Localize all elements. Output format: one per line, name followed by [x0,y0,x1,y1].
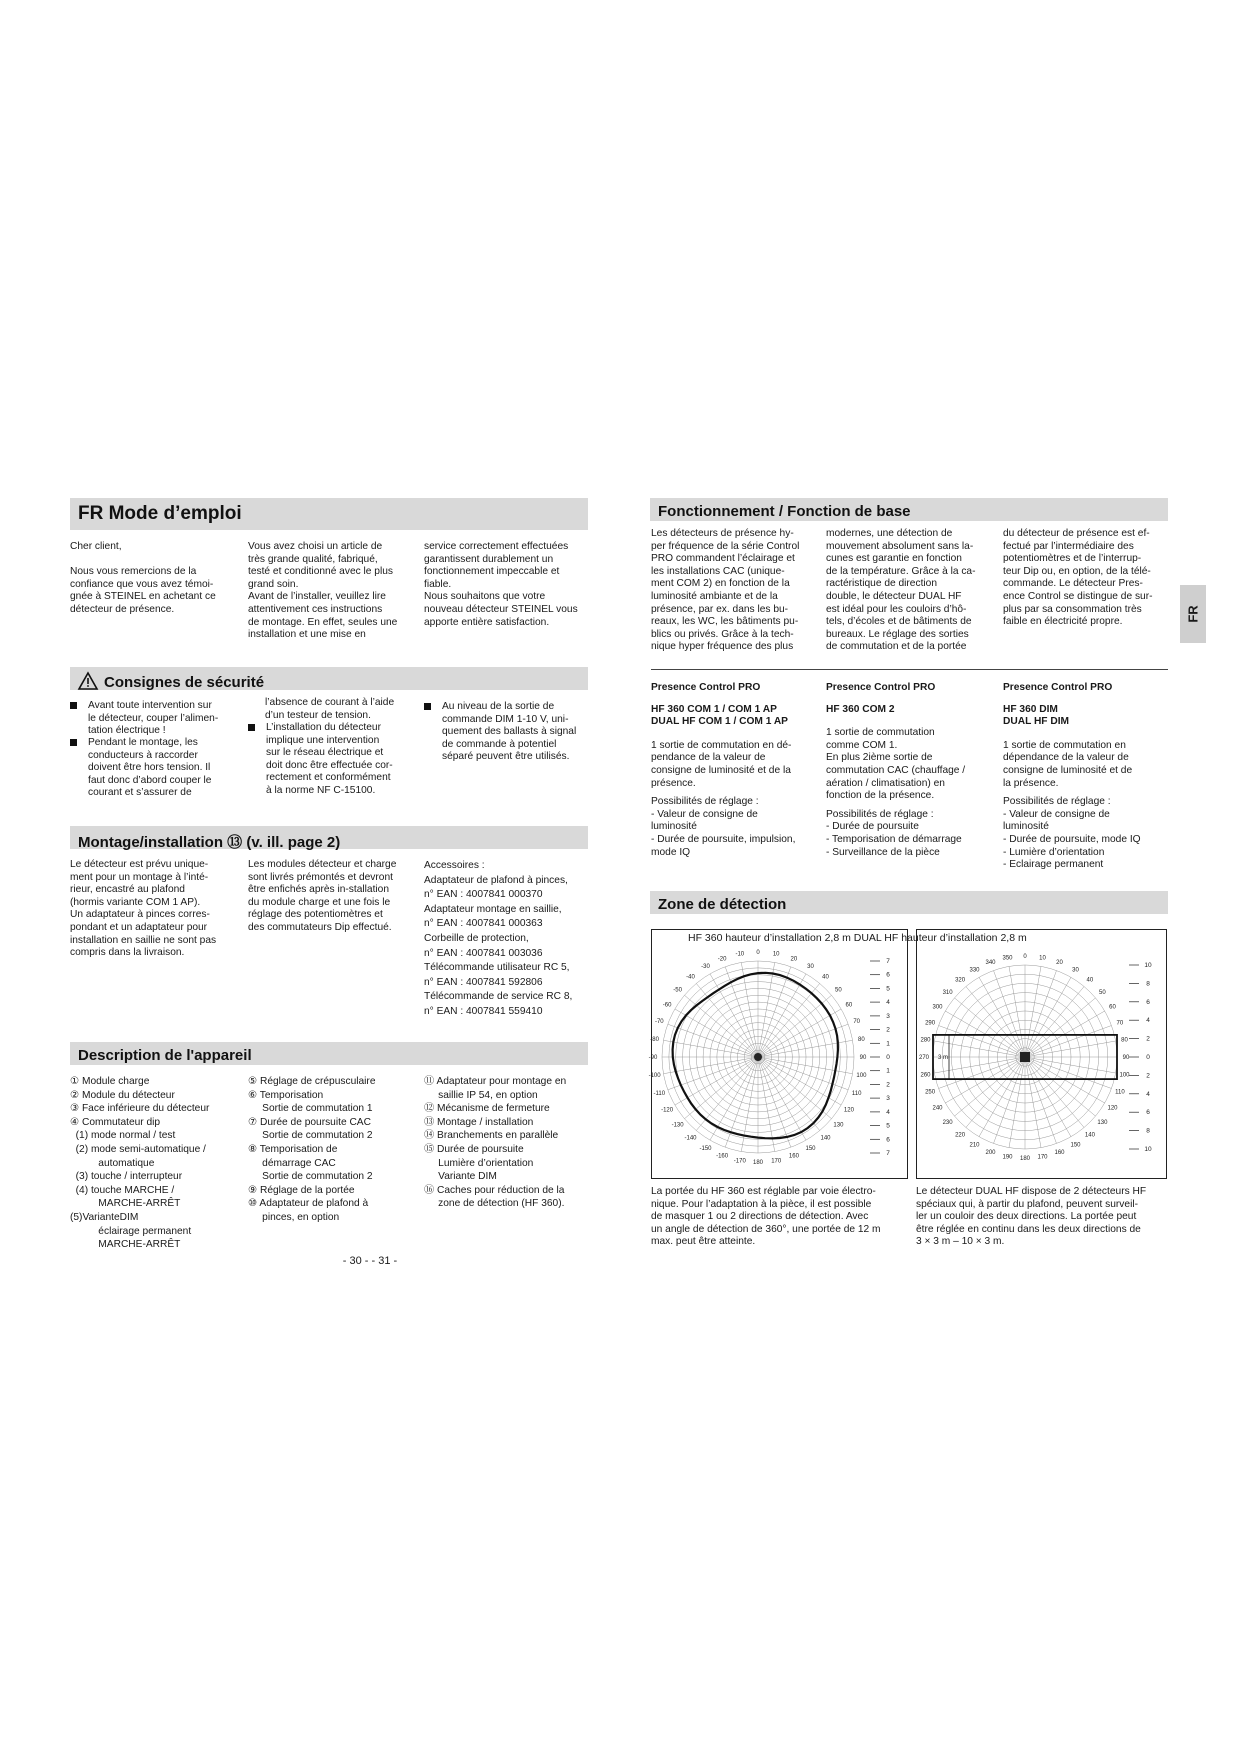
angle-tick-label: -170 [733,1158,746,1165]
angle-tick-label: -160 [716,1153,729,1160]
fonction-col2: modernes, une détection de mouvement absolument sans la- cunes est garantie en fonction de la température. Grâce à la ca- ractéristique de direction double, le détecteur DUAL HF est idéal pour les couloirs d’hô- tels, d’écoles et de bâtiments de bureaux. Le réglage des sorties de commutation et de la portée [826,528,976,653]
fonction-col1: Les détecteurs de présence hy- per fréquence de la série Control PRO commandent l’éclairage et les installations CAC (unique- ment COM 2) en fonction de la luminosité ambiante et de la présence, par ex. dans les bu- reaux, les WC, les bâtiments pu- blics ou privés. Grâce à la tech- nique hyper fréquence des plus [651,528,800,653]
angle-tick-label: 160 [1054,1149,1065,1156]
angle-tick-label: 90 [859,1055,867,1061]
angle-tick-label: 120 [843,1107,854,1114]
montage-col1: Le détecteur est prévu unique- ment pour un montage à l’inté- rieur, encastré au plafond (hormis variante COM 1 AP). Un adaptateur à pinces corres- pondant et un adaptateur pour installation en saillie ne sont pas compris dans la livraison. [70,859,217,959]
warning-icon [78,672,98,690]
angle-tick-label: 150 [805,1145,816,1152]
angle-tick-label: 320 [955,977,966,984]
radial-scale-label: 2 [886,1081,890,1089]
radial-scale-label: 10 [1144,1146,1152,1153]
product-settings: Possibilités de réglage : - Valeur de consigne de luminosité - Durée de poursuite, mode IQ - Lumière d’orientation - Eclairage permanent [1003,796,1141,871]
radial-scale-label: 10 [1144,962,1152,969]
angle-tick-label: -90 [648,1055,658,1061]
zone-caption-1: La portée du HF 360 est réglable par voie électro- nique. Pour l’adaptation à la pièce, il est possible de masquer 1 ou 2 directions de détection. Avec un angle de détection de 360°, une portée de 12 m max. peut être atteinte. [651,1186,881,1248]
radial-scale-label: 0 [886,1054,890,1061]
description-col3: ⑪ Adaptateur pour montage en saillie IP 54, en option ⑫ Mécanisme de fermeture ⑬ Montage / installation ⑭ Branchements en parallèle ⑮ Durée de poursuite Lumière d’orientation Variante DIM ⑯ Caches pour réduction de la zone de détection (HF 360). [424,1076,567,1210]
zone-caption-2: Le détecteur DUAL HF dispose de 2 détecteurs HF spéciaux qui, à partir du plafond, peuvent surveil- ler un couloir des deux directions. La portée peut être réglée en continu dans les deux directions de 3 × 3 m – 10 × 3 m. [916,1186,1147,1248]
angle-tick-label: -70 [654,1019,664,1026]
angle-tick-label: 240 [932,1105,943,1112]
safety-col2-top: l’absence de courant à l’aide d’un testeur de tension. [265,697,395,721]
radial-scale-label: 2 [1146,1072,1150,1080]
angle-tick-label: 20 [1056,960,1063,967]
angle-tick-label: 100 [1119,1072,1130,1079]
angle-tick-label: 110 [851,1090,862,1097]
section-header-montage: Montage/installation ⑬ (v. ill. page 2) [70,826,588,849]
radial-scale-label: 4 [1146,1017,1150,1025]
radial-scale-label: 6 [886,1136,890,1144]
radial-scale-label: 0 [1146,1054,1150,1061]
angle-tick-label: 230 [942,1119,953,1126]
angle-tick-label: 100 [856,1073,867,1080]
angle-tick-label: 210 [969,1142,980,1149]
product-brand: Presence Control PRO [826,682,936,693]
fonction-col3: du détecteur de présence est ef- fectué par l’intermédiaire des potentiomètres et de l’interrup- teur Dip ou, en option, de la télé- commande. Le détecteur Pres- ence Control se distingue de sur- plus par sa consommation très faible en électricité propre. [1003,528,1153,628]
description-col2: ⑤ Réglage de crépusculaire ⑥ Temporisation Sortie de commutation 1 ⑦ Durée de poursuite CAC Sortie de commutation 2 ⑧ Temporisation de démarrage CAC Sortie de commutation 2 ⑨ Réglage de la portée ⑩ Adaptateur de plafond à pinces, en option [248,1076,376,1223]
angle-tick-label: 340 [985,960,996,967]
safety-title: Consignes de sécurité [104,674,265,691]
angle-tick-label: 60 [1109,1004,1116,1011]
angle-tick-label: 80 [858,1036,865,1043]
section-header-zone: Zone de détection [650,891,1168,914]
product-model: HF 360 COM 1 / COM 1 AP DUAL HF COM 1 / COM 1 AP [651,703,788,728]
radial-scale-label: 4 [886,1108,890,1116]
angle-tick-label: 190 [1002,1154,1013,1161]
angle-tick-label: 150 [1070,1142,1081,1149]
angle-tick-label: 130 [1097,1119,1108,1126]
radial-scale-label: 6 [1146,998,1150,1006]
radial-scale-label: 6 [886,971,890,979]
radial-scale-label: 7 [886,958,890,965]
sensor-center [1020,1052,1030,1062]
radial-scale-label: 2 [1146,1035,1150,1043]
angle-tick-label: -10 [735,951,745,958]
angle-tick-label: 0 [1023,954,1027,960]
radial-scale-label: 3 [886,1012,890,1020]
page-numbers: - 30 - - 31 - [342,1255,398,1267]
product-settings: Possibilités de réglage : - Durée de poursuite - Temporisation de démarrage - Surveillance de la pièce [826,808,962,858]
radial-scale-label: 4 [1146,1090,1150,1098]
angle-tick-label: 130 [833,1122,844,1129]
radial-scale-label: 8 [1146,980,1150,988]
section-header-fonction: Fonctionnement / Fonction de base [650,498,1168,521]
angle-tick-label: 250 [925,1089,936,1096]
angle-tick-label: 120 [1107,1105,1118,1112]
product-desc: 1 sortie de commutation en dépendance de la valeur de consigne de luminosité et de la présence. [1003,739,1133,789]
angle-tick-label: 50 [835,987,842,994]
product-desc: 1 sortie de commutation en dé- pendance de la valeur de consigne de luminosité et de la présence. [651,739,792,789]
angle-tick-label: 60 [845,1002,853,1009]
montage-col3: Accessoires : Adaptateur de plafond à pinces, n° EAN : 4007841 000370 Adaptateur montage en saillie, n° EAN : 4007841 000363 Corbeille de protection, n° EAN : 4007841 003036 Télécommande utilisateur RC 5, n° EAN : 4007841 592806 Télécommande de service RC 8, n° EAN : 4007841 559410 [424,860,573,1017]
section-header-mode-emploi: FR Mode d’emploi [70,498,588,530]
product-desc: 1 sortie de commutation comme COM 1. En plus 2ième sortie de commutation CAC (chauffage / aération / climatisation) en fonction de la présence. [826,727,966,802]
description-col1: ① Module charge ② Module du détecteur ③ Face inférieure du détecteur ④ Commutateur dip (1) mode normal / test (2) mode semi-automatique / automatique (3) touche / interrupteur (4) touche MARCHE / MARCHE-ARRÊT (5)VarianteDIM éclairage permanent MARCHE-ARRÊT [70,1076,210,1251]
angle-tick-label: -150 [699,1145,712,1152]
angle-tick-label: 40 [822,974,829,981]
angle-tick-label: 0 [756,950,760,956]
angle-tick-label: 70 [853,1019,861,1026]
angle-tick-label: 170 [771,1158,782,1165]
radial-scale-label: 1 [886,1040,890,1048]
angle-tick-label: 140 [820,1135,831,1142]
angle-tick-label: 180 [752,1160,764,1166]
product-brand: Presence Control PRO [651,682,761,693]
angle-tick-label: -50 [673,987,682,994]
angle-tick-label: -130 [671,1122,684,1129]
angle-tick-label: 260 [920,1072,931,1079]
angle-tick-label: -120 [661,1107,674,1114]
chart-dualhf [917,944,1164,1176]
product-col-2 [826,682,998,859]
angle-tick-label: 30 [807,964,814,971]
zone-chart-title: HF 360 hauteur d’installation 2,8 m DUAL HF hauteur d’installation 2,8 m [688,932,1027,944]
radial-scale-label: 5 [886,985,890,993]
divider-rule [651,669,1168,670]
angle-tick-label: 160 [788,1153,799,1160]
product-col-1 [651,682,823,859]
angle-tick-label: 220 [955,1132,966,1139]
angle-tick-label: 310 [942,990,953,997]
angle-tick-label: 300 [932,1004,943,1011]
angle-tick-label: 200 [985,1149,996,1156]
angle-tick-label: 40 [1086,977,1094,984]
section-header-description: Description de l'appareil [70,1042,588,1065]
angle-tick-label: 140 [1084,1132,1095,1139]
angle-tick-label: 270 [918,1055,930,1061]
angle-tick-label: -100 [648,1073,661,1080]
intro-col2: Vous avez choisi un article de très grande qualité, fabriqué, testé et conditionné avec le plus grand soin. Avant de l’installer, veuillez lire attentivement ces instructions de montage. En effet, seules une installation et une mise en [248,541,398,641]
product-model: HF 360 DIM DUAL HF DIM [1003,703,1070,728]
angle-tick-label: 110 [1115,1089,1125,1096]
sensor-center [754,1053,762,1061]
radial-scale-label: 2 [886,1026,890,1034]
corridor-width-label: 3 m [937,1055,949,1061]
angle-tick-label: 80 [1121,1037,1128,1044]
angle-tick-label: 30 [1072,967,1079,974]
radial-scale-label: 4 [886,999,890,1007]
angle-tick-label: -140 [684,1135,697,1142]
angle-tick-label: 330 [969,967,980,974]
radial-scale-label: 7 [886,1150,890,1157]
radial-scale-label: 6 [1146,1109,1150,1117]
radial-scale-label: 5 [886,1122,890,1130]
radial-scale-label: 3 [886,1095,890,1103]
angle-tick-label: 20 [790,956,798,963]
product-model: HF 360 COM 2 [826,703,895,715]
angle-tick-label: 10 [772,951,780,958]
montage-col2: Les modules détecteur et charge sont livrés prémontés et devront être enfichés après in-stallation du module charge et une fois le réglage des potentiomètres et des commutateurs Dip effectué. [248,859,397,933]
product-col-3 [1003,682,1175,872]
angle-tick-label: -60 [662,1002,672,1009]
intro-col1: Cher client, Nous vous remercions de la confiance que vous avez témoi- gnée à STEINEL en achetant ce détecteur de présence. [70,541,216,615]
angle-tick-label: 280 [920,1037,931,1044]
radial-scale-label: 1 [886,1067,890,1075]
angle-tick-label: -80 [650,1036,659,1043]
product-settings: Possibilités de réglage : - Valeur de consigne de luminosité - Durée de poursuite, impulsion, mode IQ [651,796,796,858]
intro-col3: service correctement effectuées garantissent durablement un fonctionnement impeccable et fiable. Nous souhaitons que votre nouveau détecteur STEINEL vous apporte entière satisfaction. [424,541,578,628]
angle-tick-label: -40 [686,974,695,981]
angle-tick-label: 90 [1122,1055,1130,1061]
language-tab-fr: FR [1180,585,1206,643]
angle-tick-label: -110 [653,1090,666,1097]
angle-tick-label: 70 [1116,1020,1124,1027]
radial-scale-label: 8 [1146,1127,1150,1135]
angle-tick-label: 10 [1039,955,1046,962]
angle-tick-label: 170 [1037,1154,1048,1161]
angle-tick-label: 50 [1099,990,1106,997]
section-header-safety [70,667,588,690]
angle-tick-label: 350 [1002,955,1013,962]
chart-hf360 [648,944,905,1176]
angle-tick-label: -20 [717,956,727,963]
angle-tick-label: -30 [701,964,710,971]
angle-tick-label: 180 [1019,1156,1031,1162]
product-brand: Presence Control PRO [1003,682,1113,693]
angle-tick-label: 290 [925,1020,936,1027]
